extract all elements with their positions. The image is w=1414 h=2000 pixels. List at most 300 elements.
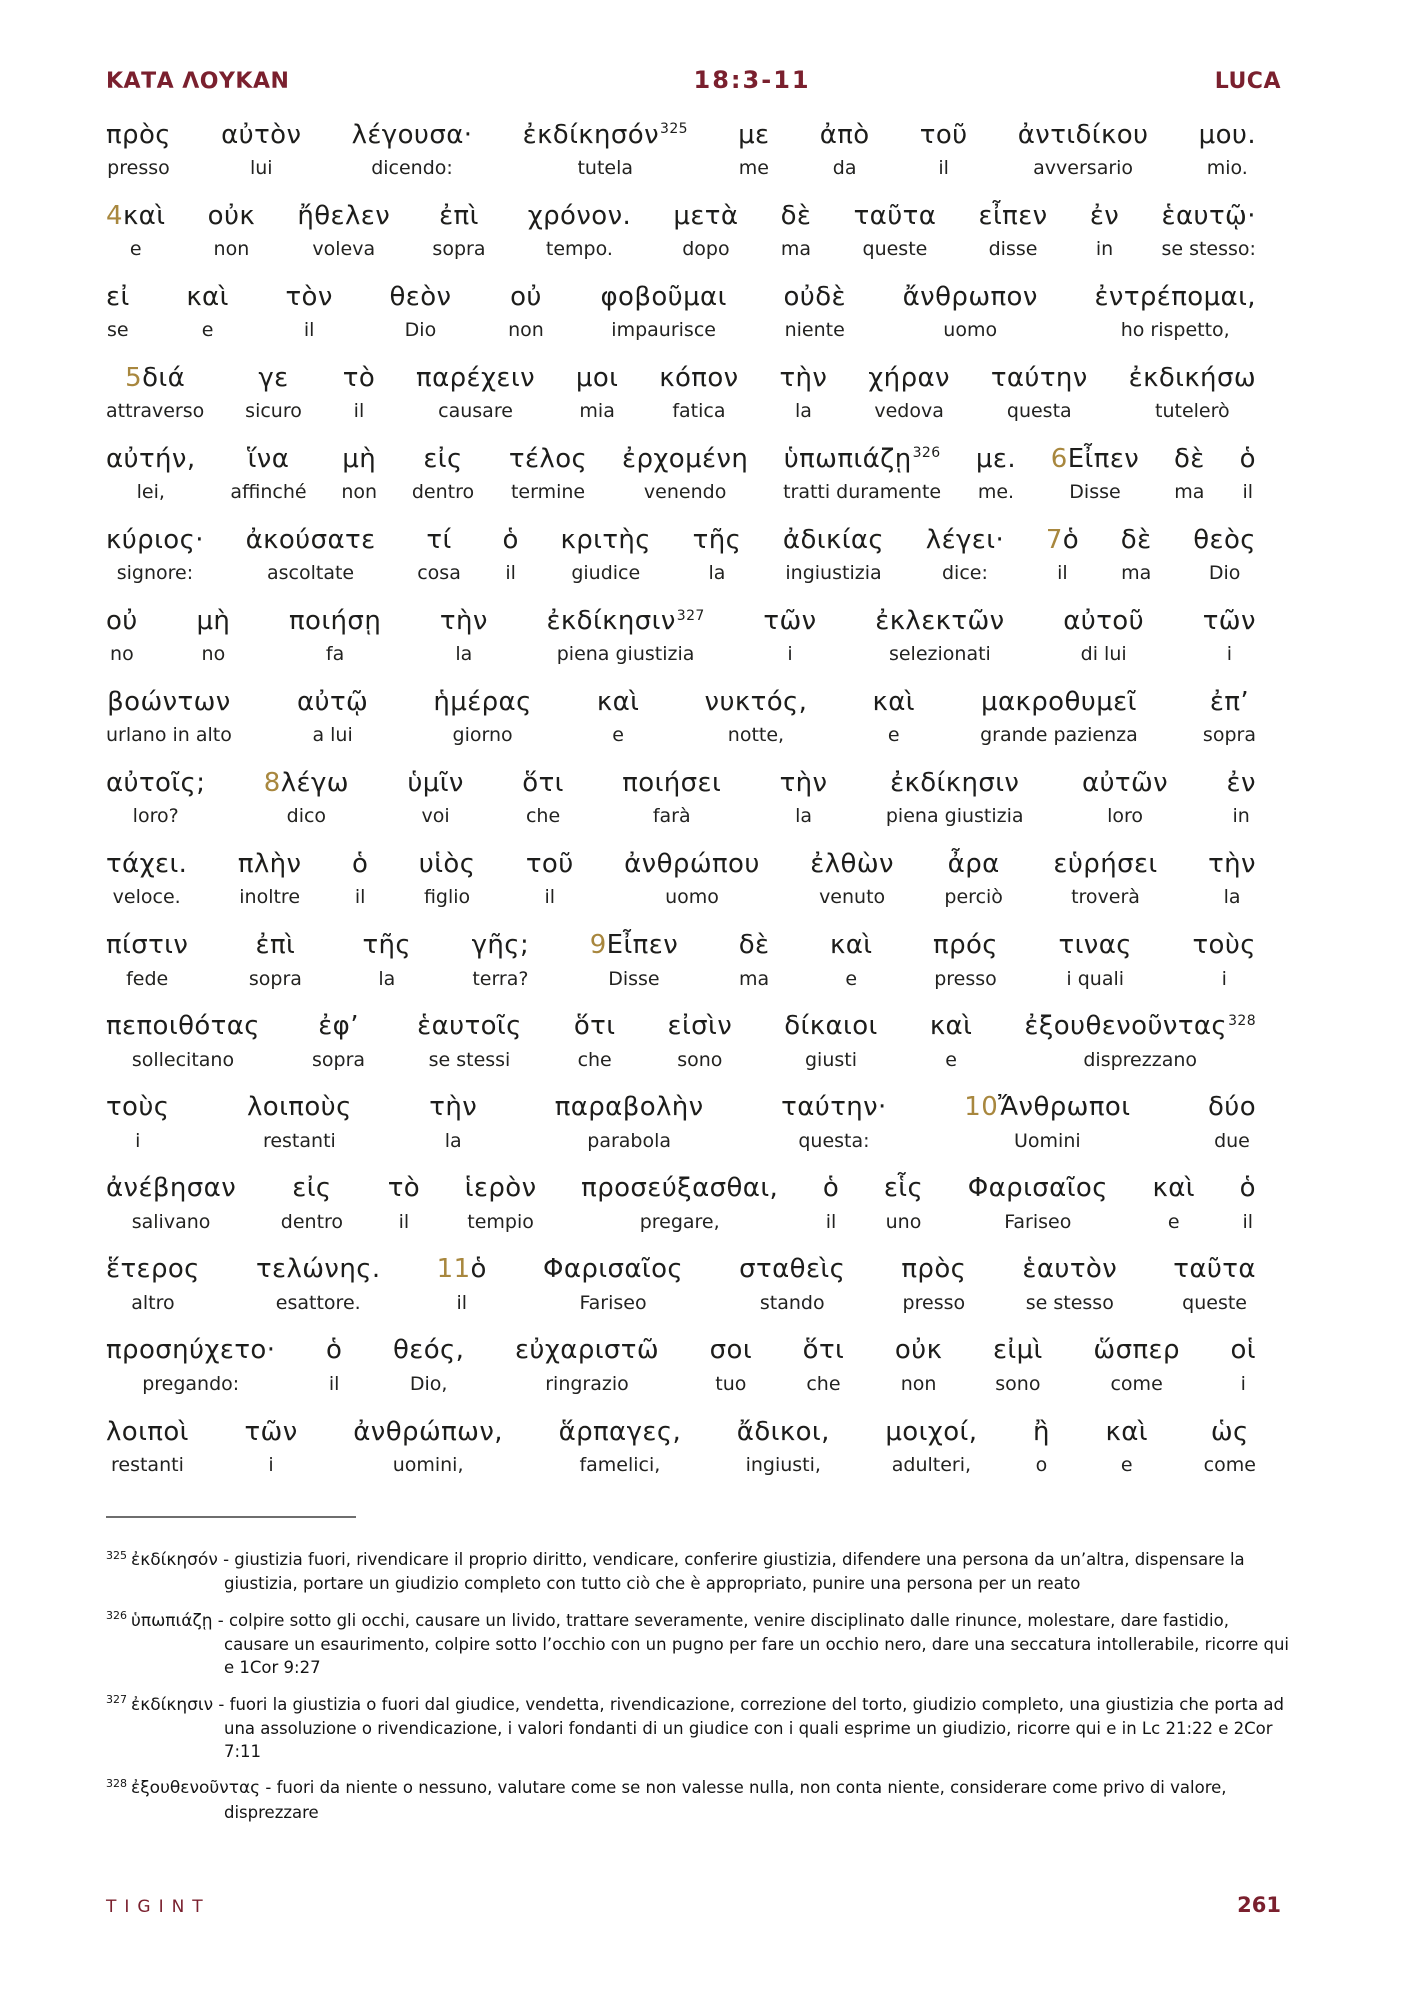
interlinear-row	[106, 606, 1256, 666]
word-pair	[465, 1173, 537, 1233]
italian-gloss: terra?	[472, 967, 529, 990]
greek-word: ἕτερος	[106, 1254, 200, 1285]
greek-word: ἀκούσατε	[245, 525, 376, 556]
word-pair	[555, 1092, 704, 1152]
greek-word: ἑαυτοῖς	[417, 1011, 522, 1042]
italian-gloss: dico	[286, 805, 327, 828]
greek-word: 6Εἶπεν	[1050, 444, 1140, 475]
word-pair	[433, 687, 531, 747]
greek-word: 4καὶ	[106, 201, 166, 232]
italian-gloss: i	[1226, 643, 1232, 666]
italian-gloss: sono	[995, 1372, 1041, 1395]
footnote-greek-term: ἐκδίκησιν	[131, 1694, 214, 1715]
greek-word: ὁ	[822, 1173, 840, 1204]
greek-word: προσεύξασθαι,	[581, 1173, 779, 1204]
italian-gloss: la	[794, 400, 812, 423]
word-pair	[106, 1092, 169, 1152]
italian-gloss: ascoltate	[267, 562, 355, 585]
greek-word: εἰσὶν	[667, 1011, 733, 1042]
italian-gloss: Fariseo	[579, 1291, 647, 1314]
word-pair	[515, 1335, 659, 1395]
word-pair	[1240, 444, 1256, 504]
word-pair	[412, 444, 474, 504]
italian-gloss: il	[303, 319, 315, 342]
italian-gloss: sopra	[432, 238, 486, 261]
italian-gloss: che	[577, 1048, 612, 1071]
greek-word: οὐκ	[207, 201, 256, 232]
word-pair	[783, 282, 846, 342]
greek-word: 9Εἶπεν	[589, 930, 679, 961]
word-pair	[353, 1417, 503, 1477]
greek-word: σοι	[709, 1335, 753, 1366]
word-pair	[875, 606, 1004, 666]
italian-gloss: giudice	[571, 562, 641, 585]
italian-gloss: selezionati	[888, 643, 991, 666]
italian-gloss: piena giustizia	[556, 643, 695, 666]
greek-word: εἰς	[423, 444, 463, 475]
greek-word: τί	[426, 525, 452, 556]
word-pair	[886, 768, 1024, 828]
footnote-item	[106, 1548, 1291, 1596]
word-pair	[576, 363, 618, 423]
greek-word: δὲ	[738, 930, 770, 961]
word-pair	[297, 687, 368, 747]
word-pair	[407, 768, 464, 828]
word-pair	[472, 930, 530, 990]
greek-word: 8λέγω	[263, 768, 349, 799]
greek-word: πεποιθότας	[106, 1011, 260, 1042]
verse-number: 5	[125, 363, 143, 394]
word-pair	[503, 525, 519, 585]
word-pair	[393, 1335, 464, 1395]
footnote-item	[106, 1609, 1291, 1680]
word-pair	[705, 687, 808, 747]
greek-word: ἤθελεν	[297, 201, 391, 232]
italian-gloss: i quali	[1066, 967, 1125, 990]
italian-gloss: sicuro	[245, 400, 302, 423]
greek-word: οἱ	[1230, 1335, 1256, 1366]
word-pair	[1090, 201, 1119, 261]
interlinear-row	[106, 849, 1256, 909]
interlinear-row	[106, 1417, 1256, 1477]
word-pair	[285, 282, 332, 342]
footnote-number: 325	[106, 1548, 127, 1562]
italian-gloss: e	[612, 724, 624, 747]
italian-gloss: e	[1167, 1210, 1180, 1233]
italian-gloss: loro	[1107, 805, 1143, 828]
greek-word: μοι	[575, 363, 619, 394]
interlinear-row	[106, 525, 1256, 585]
italian-gloss: se	[107, 319, 129, 342]
word-pair	[784, 1011, 877, 1071]
word-pair	[781, 1092, 887, 1152]
italian-gloss: sopra	[1202, 724, 1256, 747]
italian-gloss: che	[806, 1372, 841, 1395]
word-pair	[823, 1173, 839, 1233]
word-pair	[739, 930, 770, 990]
word-pair	[106, 606, 138, 666]
italian-gloss: non	[213, 238, 250, 261]
word-pair	[926, 525, 1004, 585]
italian-gloss: termine	[510, 481, 586, 504]
greek-word: τὸν	[285, 282, 333, 313]
italian-gloss: pregare,	[639, 1210, 720, 1233]
greek-word: χήραν	[868, 363, 950, 394]
greek-word: λέγει·	[925, 525, 1005, 556]
word-pair	[106, 1173, 236, 1233]
greek-word: ἄδικοι,	[736, 1416, 830, 1447]
italian-gloss: no	[110, 643, 134, 666]
italian-gloss: restanti	[111, 1453, 184, 1476]
italian-gloss: me	[738, 157, 769, 180]
verse-number: 7	[1045, 525, 1063, 556]
greek-word: ὁ	[351, 849, 369, 880]
footnote-separator-rule	[106, 1516, 356, 1518]
word-pair	[820, 120, 870, 180]
word-pair	[737, 1417, 830, 1477]
italian-gloss: e	[129, 238, 142, 261]
italian-gloss: ringrazio	[545, 1372, 629, 1395]
footnote-greek-term: ὑπωπιάζῃ	[131, 1610, 213, 1631]
word-pair	[1051, 444, 1139, 504]
word-pair	[993, 1335, 1043, 1395]
italian-gloss: il	[825, 1210, 837, 1233]
italian-gloss: Dio	[404, 319, 437, 342]
word-pair	[1240, 1173, 1256, 1233]
greek-word: εἰμὶ	[992, 1335, 1043, 1366]
word-pair	[528, 201, 631, 261]
word-pair	[1227, 768, 1256, 828]
word-pair	[388, 1173, 420, 1233]
italian-gloss: perciò	[944, 886, 1003, 909]
footnote-text: - fuori la giustizia o fuori dal giudice, vendetta, rivendicazione, correzione del torto, giudizio completo, una giustizia che porta ad una assoluzione o rivendicazione, i valori fondanti di un giudice con i quali esprime un giudizio, ricorre qui e in Lc 21:22 e 2Cor 7:11	[213, 1694, 1284, 1762]
italian-gloss: il	[398, 1210, 410, 1233]
footnote-greek-term: ἐκδίκησόν	[131, 1550, 218, 1570]
interlinear-row	[106, 444, 1256, 504]
greek-word: 10Ἄνθρωποι	[964, 1092, 1131, 1123]
italian-gloss: tempio	[467, 1210, 534, 1233]
greek-word: ταύτην	[990, 363, 1088, 394]
italian-gloss: e	[1120, 1453, 1133, 1476]
italian-gloss: sono	[677, 1048, 723, 1071]
greek-word: οὐ	[106, 606, 138, 637]
word-pair	[920, 120, 968, 180]
word-pair	[590, 930, 678, 990]
greek-word: κόπον	[659, 363, 739, 394]
word-pair	[526, 849, 574, 909]
verse-number: 11	[436, 1254, 471, 1285]
footnote-text: - fuori da niente o nessuno, valutare come se non valesse nulla, non conta niente, considerare come privo di valore, disprezzare	[224, 1778, 1227, 1822]
word-pair	[944, 849, 1003, 909]
word-pair	[352, 849, 368, 909]
word-pair	[979, 201, 1048, 261]
word-pair	[763, 606, 816, 666]
word-pair	[668, 1011, 733, 1071]
greek-word: τοὺς	[106, 1092, 170, 1123]
greek-word: αὐτοῦ	[1063, 606, 1145, 637]
italian-gloss: attraverso	[106, 400, 205, 423]
italian-gloss: dice:	[942, 562, 988, 585]
italian-gloss: Uomini	[1014, 1129, 1081, 1152]
greek-word: ἐπ’	[1209, 687, 1250, 718]
word-pair	[1018, 120, 1149, 180]
word-pair	[561, 525, 651, 585]
word-pair	[559, 1417, 682, 1477]
word-pair	[106, 1417, 189, 1477]
word-pair	[980, 687, 1138, 747]
greek-word: ἐκδίκησόν$^{325}$	[522, 120, 688, 150]
word-pair	[1203, 606, 1256, 666]
italian-gloss: figlio	[423, 886, 471, 909]
italian-gloss: venendo	[643, 481, 727, 504]
italian-gloss: presso	[934, 967, 997, 990]
greek-word: τέλος	[508, 444, 588, 475]
footnote-reference: 325	[660, 121, 688, 138]
italian-gloss: Dio	[1208, 562, 1241, 585]
italian-gloss: non	[341, 481, 378, 504]
greek-word: λοιποὺς	[247, 1092, 352, 1123]
italian-gloss: ma	[1174, 481, 1205, 504]
italian-gloss: e	[845, 967, 858, 990]
word-pair	[106, 687, 232, 747]
italian-gloss: i	[1221, 967, 1227, 990]
greek-word: ἐρχομένη	[621, 444, 749, 475]
greek-word: με	[738, 120, 770, 150]
word-pair	[312, 1011, 365, 1071]
italian-gloss: la	[795, 805, 812, 828]
italian-gloss: fede	[126, 967, 169, 990]
word-pair	[289, 606, 381, 666]
greek-word: σταθεὶς	[739, 1254, 846, 1285]
italian-gloss: troverà	[1071, 886, 1140, 909]
page-number: 261	[1237, 1893, 1281, 1917]
word-pair	[230, 444, 306, 504]
italian-gloss: sollecitano	[131, 1048, 235, 1071]
word-pair	[1199, 120, 1256, 180]
word-pair	[244, 1417, 297, 1477]
greek-word: ἐπὶ	[439, 201, 479, 232]
italian-gloss: il	[505, 562, 516, 585]
word-pair	[964, 1092, 1130, 1152]
word-pair	[1094, 282, 1256, 342]
word-pair	[106, 1254, 200, 1314]
italian-gloss: vedova	[874, 400, 944, 423]
greek-word: οὐδὲ	[783, 282, 846, 313]
word-pair	[673, 201, 738, 261]
greek-word: τοῦ	[919, 120, 968, 150]
greek-word: ἐφ’	[318, 1011, 359, 1042]
greek-word: 5διά	[125, 363, 186, 394]
interlinear-row	[106, 1092, 1256, 1152]
italian-gloss: il	[354, 886, 366, 909]
italian-gloss: giorno	[452, 724, 513, 747]
greek-word: αὐτήν,	[106, 444, 196, 475]
word-pair	[830, 930, 872, 990]
greek-word: φοβοῦμαι	[600, 282, 727, 313]
word-pair	[1174, 444, 1205, 504]
greek-word: εἶπεν	[978, 201, 1048, 232]
greek-word: ἀπὸ	[819, 120, 870, 150]
italian-gloss: Dio,	[409, 1372, 448, 1395]
footnote-reference: 327	[676, 607, 705, 624]
greek-word: οὐ	[510, 282, 542, 313]
greek-word: ὁ	[1239, 1173, 1256, 1204]
italian-gloss: come	[1110, 1372, 1163, 1395]
greek-word: τῆς	[362, 930, 412, 961]
word-pair	[622, 768, 721, 828]
word-pair	[738, 120, 769, 180]
italian-gloss: da	[832, 157, 857, 180]
word-pair	[1024, 1011, 1256, 1071]
italian-gloss: restanti	[262, 1129, 336, 1152]
word-pair	[1046, 525, 1079, 585]
footnote-text: - colpire sotto gli occhi, causare un livido, trattare severamente, venire disciplinato dalle rinunce, molestare, dare fastidio, causare un esaurimento, colpire sotto l’occhio con un pugno per fare un occhio nero, dare una seccatura intollerabile, ricorre qui e 1Cor 9:27	[212, 1610, 1290, 1678]
italian-gloss: ma	[780, 238, 812, 261]
word-pair	[508, 282, 544, 342]
word-pair	[417, 1011, 522, 1071]
greek-word: τῆς	[692, 525, 742, 556]
italian-gloss: in	[1232, 805, 1250, 828]
word-pair	[326, 1335, 342, 1395]
word-pair	[868, 363, 950, 423]
greek-word: ἐλθὼν	[810, 849, 894, 880]
word-pair	[1033, 1417, 1050, 1477]
word-pair	[933, 930, 998, 990]
word-pair	[1121, 525, 1152, 585]
greek-word: ὁ	[502, 525, 519, 556]
word-pair	[1129, 363, 1256, 423]
italian-gloss: ho rispetto,	[1120, 319, 1230, 342]
footnote-reference: 328	[1228, 1012, 1256, 1029]
word-pair	[693, 525, 742, 585]
italian-gloss: che	[525, 805, 561, 828]
italian-gloss: il	[1057, 562, 1068, 585]
greek-word: ὅτι	[573, 1011, 616, 1042]
greek-word: ὡς	[1210, 1416, 1249, 1447]
greek-word: ὁ	[1239, 444, 1256, 475]
greek-word: υἱὸς	[418, 849, 476, 880]
footnote-reference: 326	[912, 445, 941, 462]
word-pair	[739, 1254, 845, 1314]
interlinear-row	[106, 768, 1256, 828]
word-pair	[106, 849, 187, 909]
greek-word: γε	[258, 363, 289, 394]
italian-gloss: se stessi	[428, 1048, 511, 1071]
greek-word: τὴν	[779, 768, 828, 799]
italian-gloss: il	[1242, 1210, 1254, 1233]
greek-word: εἰ	[106, 282, 130, 313]
italian-gloss: i	[1240, 1372, 1246, 1395]
italian-gloss: grande pazienza	[980, 724, 1138, 747]
italian-gloss: giusti	[804, 1048, 857, 1071]
word-pair	[106, 444, 196, 504]
italian-gloss: la	[455, 643, 473, 666]
italian-gloss: Fariseo	[1004, 1210, 1072, 1233]
greek-word: ἐξουθενοῦντας$^{328}$	[1024, 1011, 1256, 1042]
italian-gloss: affinché	[230, 481, 307, 504]
greek-word: ὑπωπιάζῃ$^{326}$	[783, 444, 941, 475]
greek-word: ἄνθρωπον	[902, 282, 1038, 313]
word-pair	[417, 525, 461, 585]
interlinear-text-block	[106, 120, 1256, 1498]
italian-gloss: disse	[988, 238, 1038, 261]
greek-word: ἐκδίκησιν	[890, 768, 1020, 799]
italian-gloss: tutela	[577, 157, 634, 180]
word-pair	[247, 1092, 352, 1152]
word-pair	[343, 363, 375, 423]
word-pair	[1153, 1173, 1195, 1233]
verse-number: 4	[106, 201, 123, 232]
italian-gloss: lei,	[136, 481, 165, 504]
italian-gloss: voleva	[312, 238, 376, 261]
italian-gloss: veloce.	[112, 886, 181, 909]
word-pair	[389, 282, 451, 342]
greek-word: προσηύχετο·	[106, 1335, 276, 1366]
greek-word: καὶ	[1152, 1173, 1195, 1204]
greek-word: αὐτῶν	[1081, 768, 1169, 799]
italian-gloss: dicendo:	[371, 157, 453, 180]
italian-gloss: urlano in alto	[106, 724, 232, 747]
italian-gloss: avversario	[1033, 157, 1134, 180]
word-pair	[574, 1011, 616, 1071]
word-pair	[297, 201, 390, 261]
greek-word: τῶν	[244, 1416, 298, 1447]
italian-gloss: pregando:	[142, 1372, 240, 1395]
verse-number: 6	[1050, 444, 1068, 475]
interlinear-row	[106, 120, 1256, 180]
word-pair	[968, 1173, 1108, 1233]
greek-word: κριτὴς	[560, 525, 651, 556]
word-pair	[249, 930, 302, 990]
italian-gloss: dopo	[682, 238, 730, 261]
greek-word: βοώντων	[107, 687, 231, 718]
greek-word: εἰς	[292, 1173, 332, 1204]
greek-word: ποιήσει	[622, 768, 722, 799]
greek-word: τὴν	[1208, 849, 1256, 880]
greek-word: ἀδικίας	[782, 525, 885, 556]
greek-word: ὑμῖν	[407, 768, 464, 799]
word-pair	[1053, 849, 1157, 909]
word-pair	[991, 363, 1088, 423]
greek-word: θεὸν	[389, 282, 452, 313]
italian-gloss: tratti duramente	[783, 481, 942, 504]
italian-gloss: il	[938, 157, 949, 180]
word-pair	[895, 1335, 942, 1395]
greek-word: ἱερὸν	[464, 1173, 537, 1204]
greek-word: τῶν	[763, 606, 817, 637]
interlinear-row	[106, 1173, 1256, 1233]
greek-word: τάχει.	[106, 849, 188, 880]
greek-word: αὐτοῖς;	[106, 768, 206, 799]
greek-word: καὶ	[596, 687, 640, 718]
footnotes-section	[106, 1516, 1291, 1837]
word-pair	[106, 930, 188, 990]
greek-word: ἵνα	[247, 444, 290, 475]
greek-word: τελώνης.	[255, 1254, 381, 1285]
interlinear-row	[106, 1011, 1256, 1071]
word-pair	[196, 606, 230, 666]
greek-word: δίκαιοι	[784, 1011, 878, 1042]
greek-word: ἑαυτῷ·	[1161, 201, 1256, 232]
italian-gloss: uomo	[943, 319, 998, 342]
greek-word: εὐχαριστῶ	[514, 1335, 660, 1366]
greek-word: θεὸς	[1193, 525, 1256, 556]
italian-gloss: parabola	[587, 1129, 672, 1152]
word-pair	[106, 1335, 275, 1395]
word-pair	[419, 849, 476, 909]
greek-word: ταῦτα	[853, 201, 937, 232]
greek-word: πρὸς	[901, 1254, 967, 1285]
